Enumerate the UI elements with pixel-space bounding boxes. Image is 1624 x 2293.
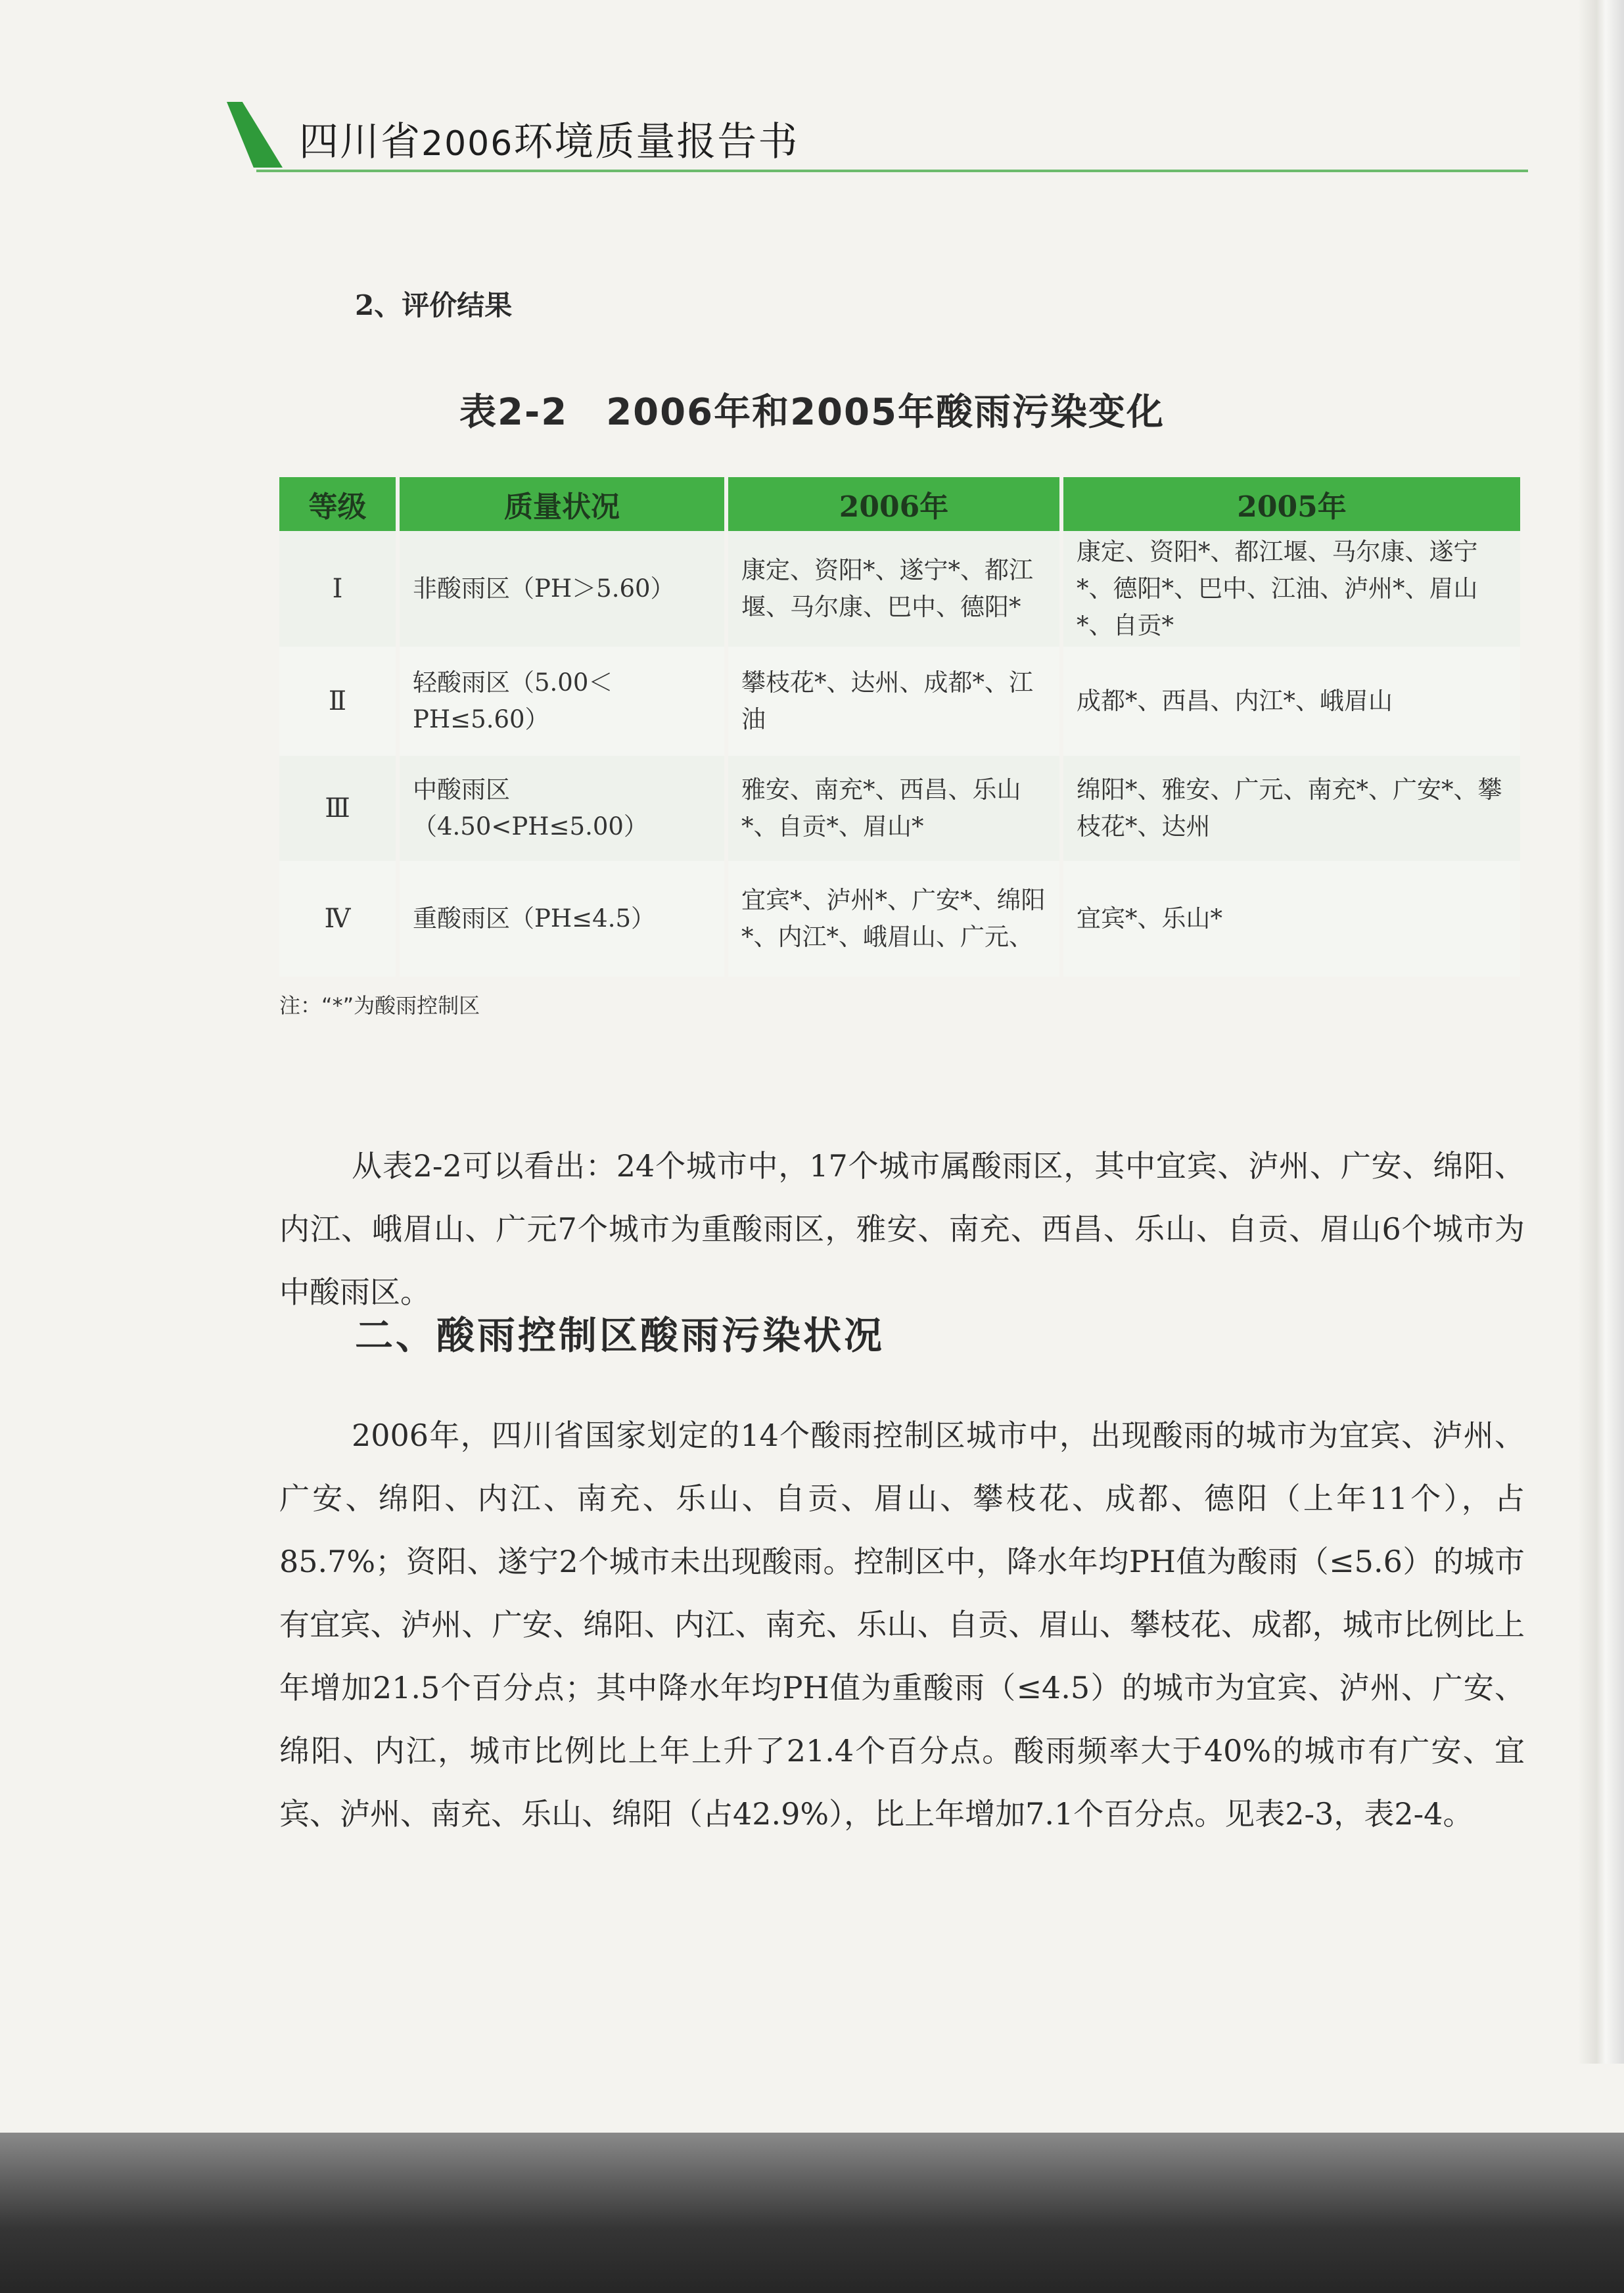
cell-2006: 雅安、南充*、西昌、乐山*、自贡*、眉山* xyxy=(726,756,1061,861)
cell-2006: 康定、资阳*、遂宁*、都江堰、马尔康、巴中、德阳* xyxy=(726,531,1061,647)
cell-status: 非酸雨区（PH＞5.60） xyxy=(398,531,726,647)
running-header-title: 四川省2006环境质量报告书 xyxy=(299,119,799,165)
table-row xyxy=(279,531,1520,647)
section-heading: 二、酸雨控制区酸雨污染状况 xyxy=(355,1313,885,1358)
cell-status: 重酸雨区（PH≤4.5） xyxy=(398,861,726,977)
header-status: 质量状况 xyxy=(398,477,726,531)
cell-2006: 攀枝花*、达州、成都*、江油 xyxy=(726,647,1061,756)
table-row xyxy=(279,647,1520,756)
cell-grade: Ⅱ xyxy=(279,647,398,756)
header-rule xyxy=(256,170,1528,172)
cell-2005: 宜宾*、乐山* xyxy=(1061,861,1520,977)
header-grade: 等级 xyxy=(279,477,398,531)
header-accent-bar xyxy=(227,102,283,168)
header-2005: 2005年 xyxy=(1061,477,1520,531)
table-row xyxy=(279,756,1520,861)
section-subheading: 2、评价结果 xyxy=(355,289,513,321)
table-note: 注：“*”为酸雨控制区 xyxy=(279,993,480,1018)
table-header-row xyxy=(279,477,1520,531)
cell-grade: Ⅲ xyxy=(279,756,398,861)
cell-status: 轻酸雨区（5.00＜PH≤5.60） xyxy=(398,647,726,756)
header-2006: 2006年 xyxy=(726,477,1061,531)
table-row xyxy=(279,861,1520,977)
cell-2005: 绵阳*、雅安、广元、南充*、广安*、攀枝花*、达州 xyxy=(1061,756,1520,861)
cell-2006: 宜宾*、泸州*、广安*、绵阳*、内江*、峨眉山、广元、 xyxy=(726,861,1061,977)
cell-grade: Ⅰ xyxy=(279,531,398,647)
cell-2005: 康定、资阳*、都江堰、马尔康、遂宁*、德阳*、巴中、江油、泸州*、眉山*、自贡* xyxy=(1061,531,1520,647)
body-paragraph: 2006年，四川省国家划定的14个酸雨控制区城市中，出现酸雨的城市为宜宾、泸州、广安、绵阳、内江、南充、乐山、自贡、眉山、攀枝花、成都、德阳（上年11个），占85.7%；资阳、遂宁2个城市未出现酸雨。控制区中，降水年均PH值为酸雨（≤5.6）的城市有宜宾、泸州、广安、绵阳、内江、南充、乐山、自贡、眉山、攀枝花、成都，城市比例比上年增加21.5个百分点；其中降水年均PH值为重酸雨（≤4.5）的城市为宜宾、泸州、广安、绵阳、内江，城市比例比上年上升了21.4个百分点。酸雨频率大于40%的城市有广安、宜宾、泸州、南充、乐山、绵阳（占42.9%），比上年增加7.1个百分点。见表2-3，表2-4。 xyxy=(279,1418,1525,1832)
body-paragraph: 从表2-2可以看出：24个城市中，17个城市属酸雨区，其中宜宾、泸州、广安、绵阳、内江、峨眉山、广元7个城市为重酸雨区，雅安、南充、西昌、乐山、自贡、眉山6个城市为中酸雨区。 xyxy=(279,1148,1525,1310)
cell-status: 中酸雨区（4.50<PH≤5.00） xyxy=(398,756,726,861)
cell-grade: Ⅳ xyxy=(279,861,398,977)
page-edge-shadow xyxy=(1578,0,1624,2064)
table-title: 表2-2 2006年和2005年酸雨污染变化 xyxy=(459,391,1165,434)
cell-2005: 成都*、西昌、内江*、峨眉山 xyxy=(1061,647,1520,756)
scan-bottom-band xyxy=(0,2133,1624,2293)
acid-rain-table xyxy=(279,477,1520,977)
